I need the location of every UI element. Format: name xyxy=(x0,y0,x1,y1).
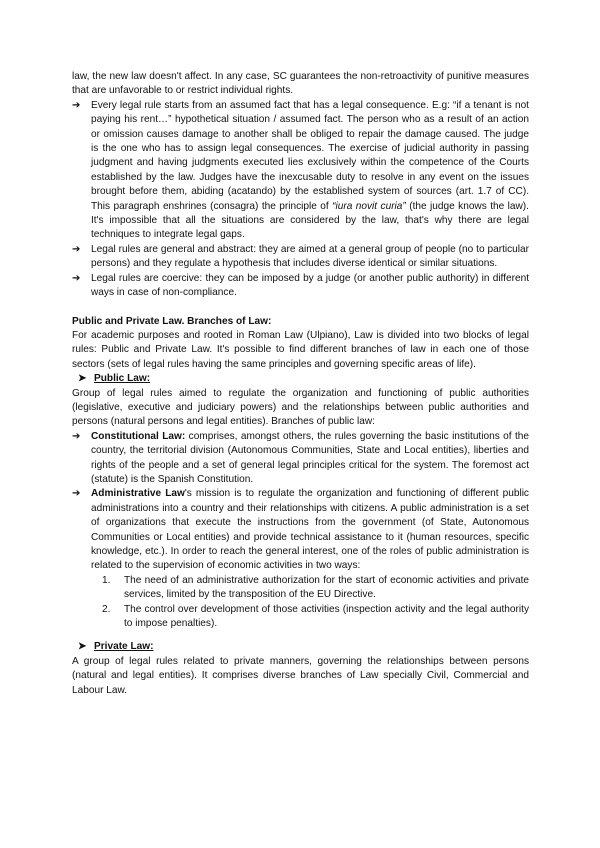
intro-paragraph: law, the new law doesn't affect. In any case, SC guarantees the non-retroactivity of punitive measures that are unfavorable to or restrict individual rights. xyxy=(72,71,529,97)
public-law-body: Group of legal rules aimed to regulate the organization and functioning of public authorities (legislative, executive and judiciary powers) and the relationships between public authorities and persons (natural persons and legal entities). Branches of public law: xyxy=(72,387,529,428)
list-item xyxy=(72,243,529,272)
public-law-heading: ➤ Public Law: xyxy=(78,372,529,386)
list-item-text: Constitutional Law: comprises, amongst others, the rules governing the basic institutions of the country, the territorial division (Autonomous Communities, State and Local entities), liberties and rights of the people and a set of general legal principles critical for the system. The foremost act (statute) is the Spanish Constitution. xyxy=(91,430,530,485)
private-law-heading: ➤ Private Law: xyxy=(78,640,529,654)
numbered-item: 2. The control over development of those activities (inspection activity and the legal authority to impose penalties). xyxy=(102,603,529,630)
arrow-icon: ➔ xyxy=(72,99,81,111)
list-item xyxy=(72,430,529,488)
section-heading: Public and Private Law. Branches of Law: xyxy=(72,315,272,327)
numbered-item: 1. The need of an administrative authorization for the start of economic activities and private services, limited by the transposition of the EU Directive. xyxy=(102,574,529,601)
list-item xyxy=(72,487,529,573)
list-item-text: Administrative Law's mission is to regulate the organization and functioning of different public administrations into a country and their relationships with citizens. A public administration is a set of organizations that execute the instructions from the government (of State, Autonomous Communities or Local entities) and provide technical assistance to it (human resources, specific knowledge, etc.). In order to reach the general interest, one of the roles of public administration is related to the supervision of economic activities in two ways: xyxy=(91,488,529,572)
section-body: For academic purposes and rooted in Roman Law (Ulpiano), Law is divided into two blocks of legal rules: Public and Private Law. It's possible to find different branches of law in each one of those sectors (sets of legal rules having the same principles and governing specific areas of life). xyxy=(72,329,529,370)
arrow-icon: ➔ xyxy=(72,272,81,284)
list-item-text: Every legal rule starts from an assumed fact that has a legal consequence. E.g: “if a tenant is not paying his rent…” hypothetical situation / assumed fact. The person who as a result of an action or omission causes damage to another shall be obliged to repair the damage caused. The judge is the one who has to assign legal consequences. The exercise of judicial authority in passing judgment and having judgments executed lies exclusively within the competence of the Courts established by the law. Judges have the inexcusable duty to resolve in any event on the issues brought before them, abiding (acatando) by the established system of sources (art. 1.7 of CC). This paragraph enshrines (consagra) the principle of “iura novit curia” (the judge knows the law). It's impossible that all the situations are considered by the law, that's why there are legal techniques to integrate legal gaps. xyxy=(91,99,529,241)
list-item-text: Legal rules are coercive: they can be imposed by a judge (or another public authority) in different ways in case of non-compliance. xyxy=(91,272,529,299)
list-item-text: Legal rules are general and abstract: they are aimed at a general group of people (no to particular persons) and they regulate a hypothesis that includes diverse identical or similar situations. xyxy=(91,243,529,270)
latin-phrase: “iura novit curia” xyxy=(332,200,406,212)
arrow-icon: ➔ xyxy=(72,430,81,442)
document-page xyxy=(72,70,529,698)
list-item xyxy=(72,272,529,301)
triangle-arrow-icon: ➤ xyxy=(78,373,87,385)
triangle-arrow-icon: ➤ xyxy=(78,641,87,653)
arrow-icon: ➔ xyxy=(72,243,81,255)
arrow-icon: ➔ xyxy=(72,488,81,500)
private-law-body: A group of legal rules related to private manners, governing the relationships between persons (natural and legal entities). It comprises diverse branches of Law specially Civil, Commercial and Labour Law. xyxy=(72,655,529,696)
list-item xyxy=(72,99,529,243)
